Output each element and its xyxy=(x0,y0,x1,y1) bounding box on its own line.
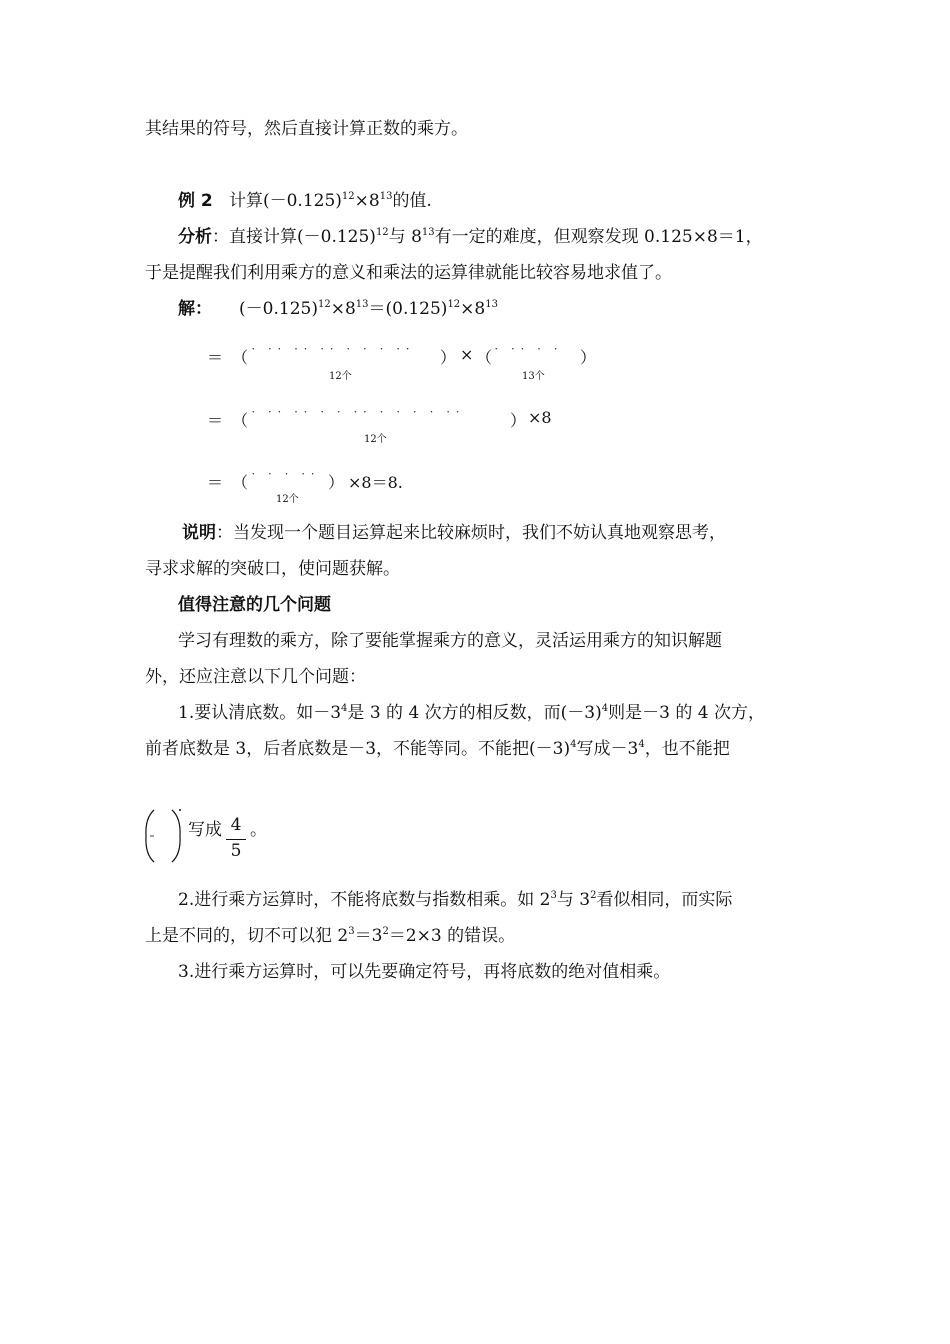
example-text: ×8 xyxy=(354,191,380,211)
item-text: 看似相同，而实际 xyxy=(596,890,733,910)
factor-count: 12个 xyxy=(329,371,352,382)
item-text: 上是不同的，切不可以犯 2 xyxy=(145,926,349,946)
solution-text: ×8 xyxy=(460,299,486,319)
item-text: ，也不能把 xyxy=(644,739,730,759)
analysis-label: 分析 xyxy=(178,227,212,247)
solution-line xyxy=(178,297,498,321)
exponent: 4 xyxy=(601,703,609,714)
item-3-line: 3.进行乘方运算时，可以先要确定符号，再将底数的绝对值相乘。 xyxy=(178,962,671,982)
example-text: 计算(－0.125) xyxy=(228,191,342,211)
item-text: ＝2×3 的错误。 xyxy=(388,926,516,946)
exponent: 4 xyxy=(570,739,577,750)
multiplier: ×8 xyxy=(528,408,552,427)
item-text: 前者底数是 3，后者底数是－3，不能等同。不能把(－3) xyxy=(145,739,571,759)
exponent: 4 xyxy=(341,703,348,714)
expanded-product: ˙ ˙˙ ˙˙ ˙˙ ˙ ˙ ˙ ˙˙ xyxy=(250,347,414,362)
fraction-numerator: 4 xyxy=(230,815,242,835)
solution-text: (－0.125) xyxy=(239,299,318,319)
example-label: 例 2 xyxy=(178,191,213,211)
item-2-line xyxy=(178,888,732,912)
analysis-colon: ： xyxy=(212,227,229,247)
note-colon: ： xyxy=(216,523,233,543)
item-text: 是 3 的 4 次方的相反数，而(－3) xyxy=(347,703,602,723)
item-text: 则是－3 的 4 次方， xyxy=(608,703,765,723)
times-sign: × xyxy=(460,345,474,364)
parenthesis-expression xyxy=(142,808,186,864)
item-text: 2.进行乘方运算时，不能将底数与指数相乘。如 2 xyxy=(178,890,551,910)
example-text: 的值. xyxy=(392,191,432,211)
paragraph-line: 学习有理数的乘方，除了要能掌握乘方的意义，灵活运用乘方的知识解题 xyxy=(178,631,722,651)
expanded-product: ˙ ˙˙ ˙˙ ˙ ˙ ˙˙ ˙ ˙ ˙ ˙ ˙˙ xyxy=(250,410,464,425)
paragraph-line: 于是提醒我们利用乘方的意义和乘法的运算律就能比较容易地求值了。 xyxy=(145,263,672,283)
exponent: 12 xyxy=(447,299,461,310)
exponent: 2 xyxy=(590,890,597,901)
note-text: 当发现一个题目运算起来比较麻烦时，我们不妨认真地观察思考， xyxy=(233,523,726,543)
note-line xyxy=(182,521,726,545)
analysis-text: 与 8 xyxy=(388,227,422,247)
open-paren: （ xyxy=(476,348,493,367)
analysis-text: 直接计算(－0.125) xyxy=(229,227,376,247)
close-paren: ） xyxy=(328,473,345,492)
exponent: 2 xyxy=(382,926,389,937)
paragraph-line: 外，还应注意以下几个问题： xyxy=(145,667,366,687)
exponent-mark xyxy=(179,809,181,811)
close-paren: ） xyxy=(510,411,527,430)
open-paren: （ xyxy=(232,473,249,492)
solution-text: ×8 xyxy=(330,299,356,319)
exponent: 12 xyxy=(317,299,331,310)
factor-count: 12个 xyxy=(276,494,299,505)
solution-text: ＝(0.125) xyxy=(368,299,448,319)
right-parenthesis xyxy=(172,810,180,862)
note-label: 说明 xyxy=(182,523,216,543)
item-text: 与 3 xyxy=(556,890,591,910)
item-text: 写成－3 xyxy=(576,739,639,759)
exponent: 4 xyxy=(638,739,645,750)
item-1-line xyxy=(145,737,730,761)
section-title: 值得注意的几个问题 xyxy=(178,595,331,615)
equals-sign: ＝ xyxy=(207,411,224,430)
analysis-text: 有一定的难度，但观察发现 0.125×8＝1， xyxy=(434,227,763,247)
item-text: ＝3 xyxy=(354,926,383,946)
result: ×8＝8. xyxy=(348,473,403,492)
analysis-line xyxy=(178,225,763,249)
open-paren: （ xyxy=(232,411,249,430)
factor-count: 12个 xyxy=(364,434,387,445)
exponent: 3 xyxy=(348,926,355,937)
expanded-product: ˙ ˙˙ ˙ ˙ xyxy=(493,347,562,362)
factor-count: 13个 xyxy=(522,371,545,382)
exponent: 13 xyxy=(485,299,498,310)
close-paren: ） xyxy=(440,348,457,367)
exponent: 3 xyxy=(550,890,557,901)
exponent: 13 xyxy=(379,191,393,202)
exponent: 13 xyxy=(355,299,369,310)
exponent: 12 xyxy=(375,227,389,238)
item-2-line xyxy=(145,924,515,948)
close-paren: ） xyxy=(580,348,597,367)
equals-sign: ＝ xyxy=(207,348,224,367)
paragraph-line: 寻求求解的突破口，使问题获解。 xyxy=(145,559,400,579)
period: 。 xyxy=(250,820,267,840)
paragraph-line: 其结果的符号，然后直接计算正数的乘方。 xyxy=(145,119,468,139)
fraction-bar xyxy=(226,839,246,840)
example-line xyxy=(178,189,432,213)
write-as-text: 写成 xyxy=(188,820,222,840)
item-1-line xyxy=(178,701,765,725)
exponent: 12 xyxy=(341,191,355,202)
exponent: 13 xyxy=(421,227,435,238)
open-paren: （ xyxy=(232,348,249,367)
expanded-product: ˙ ˙ ˙ ˙˙ xyxy=(250,472,319,487)
equals-sign: ＝ xyxy=(207,473,224,492)
solution-label: 解： xyxy=(178,299,212,319)
item-text: 1.要认清底数。如－3 xyxy=(178,703,342,723)
fraction-denominator: 5 xyxy=(230,841,242,861)
